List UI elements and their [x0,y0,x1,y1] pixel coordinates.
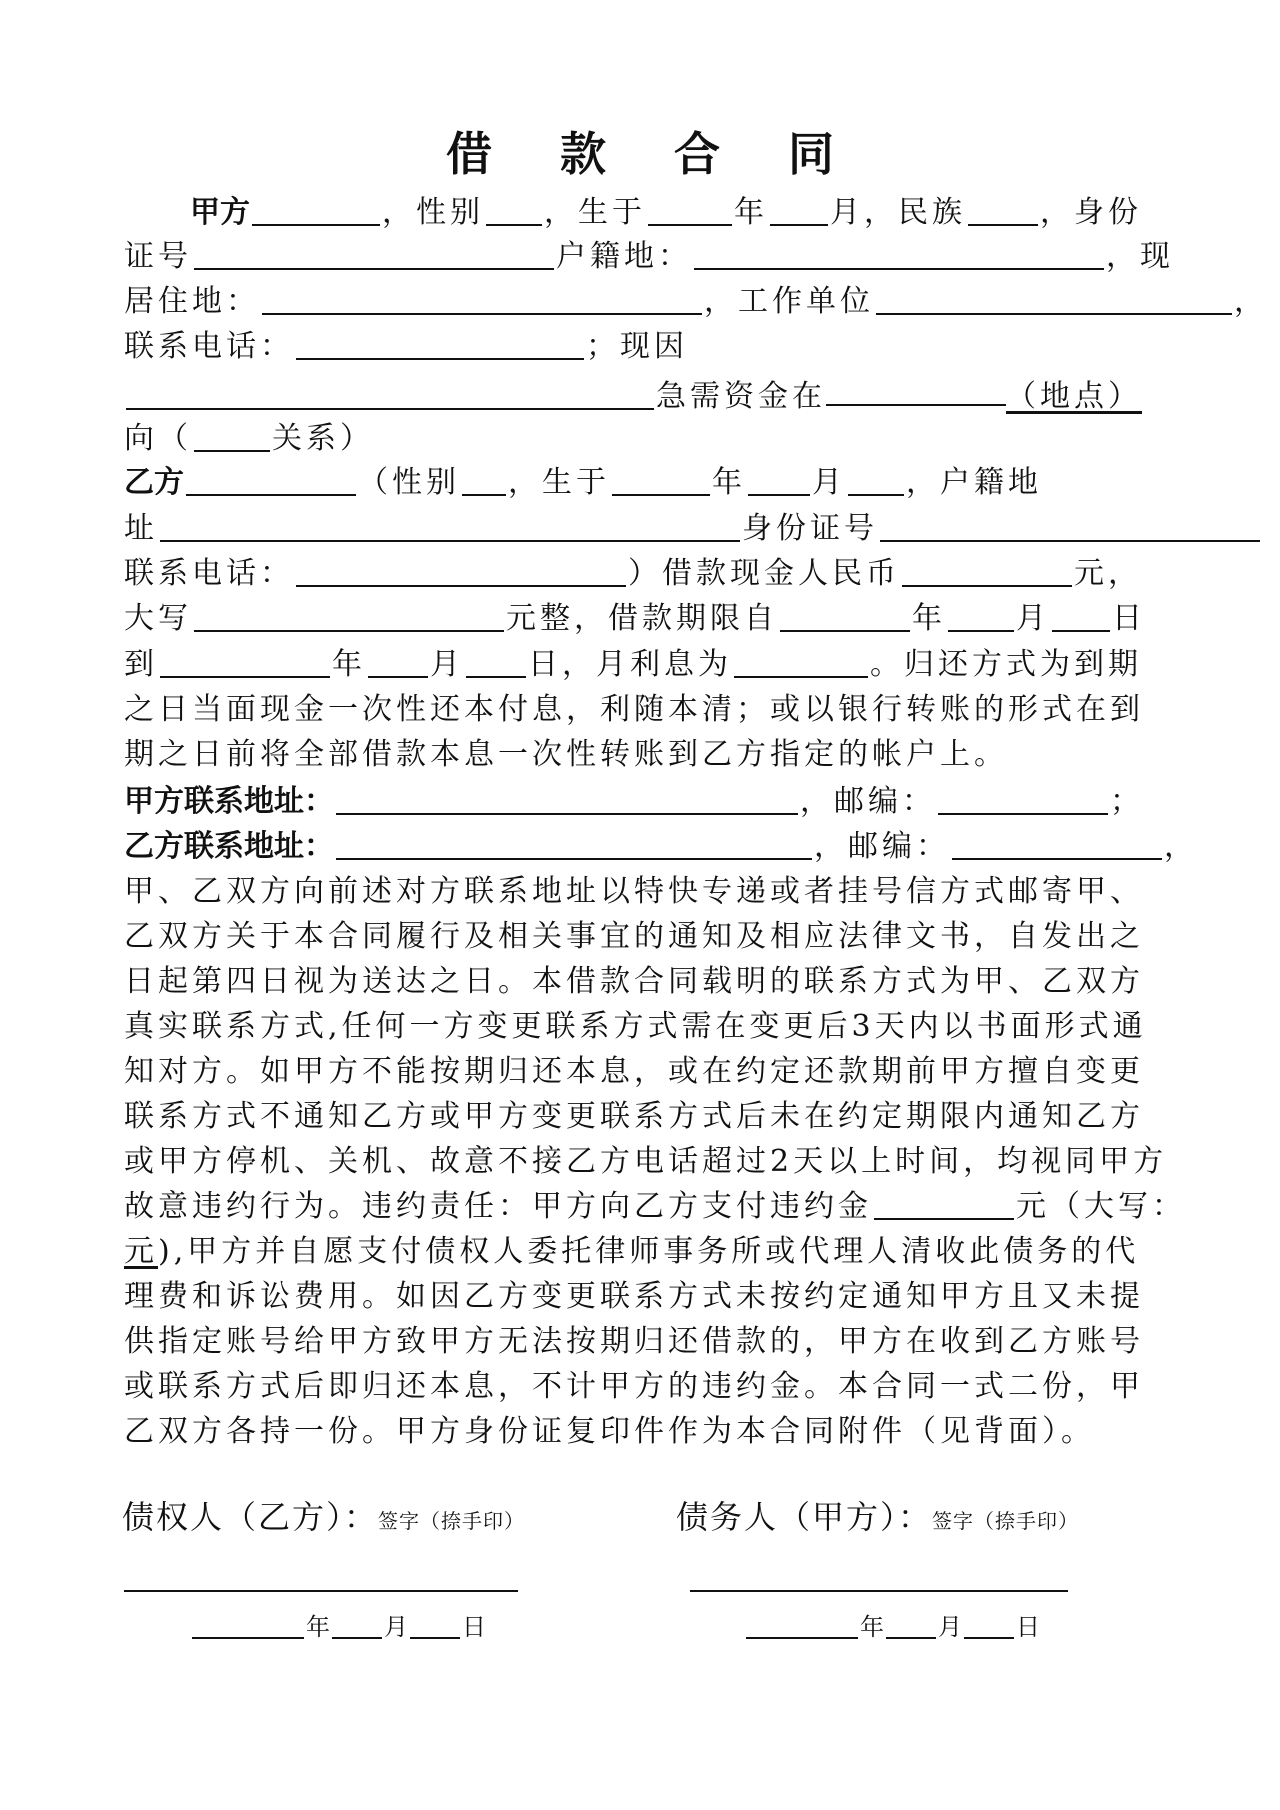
party-b-address-label: 乙方联系地址： [124,829,334,864]
debtor-month-blank[interactable] [886,1613,936,1639]
label-phone: 联系电话： [124,329,294,364]
party-a-birth-year-blank[interactable] [648,194,732,226]
body-line-12: 或联系方式后即归还本息，不计甲方的违约金。本合同一式二份，甲 [124,1369,1144,1404]
interest-blank[interactable] [734,646,868,678]
comma: ， [1164,829,1198,864]
label-capital: 大写 [124,601,192,636]
party-a-phone-blank[interactable] [296,328,584,360]
creditor-day-blank[interactable] [410,1613,460,1639]
label-hukou: ，户籍地 [906,465,1042,500]
term-end-year-blank[interactable] [160,646,330,678]
label-month-ethnic: 月 [812,465,846,500]
label-place: （地点） [1006,379,1142,414]
term-start-month-blank[interactable] [948,600,1014,632]
label-day: 日 [1112,601,1146,636]
debtor-year-blank[interactable] [746,1613,858,1639]
label-reason: ；现因 [586,329,688,364]
label-year: 年 [332,647,366,682]
label-hukou: 户籍地： [556,239,692,274]
party-a-gender-blank[interactable] [486,194,542,226]
label-born: ，生于 [508,465,610,500]
label-month: 月 [1016,601,1050,636]
label-address: 址 [124,511,158,546]
loan-amount-blank[interactable] [902,555,1072,587]
reason-blank[interactable] [126,378,654,410]
comma: ， [1234,284,1268,319]
body-line-9 [124,1231,1139,1273]
creditor-date: 年 月 日 [190,1612,486,1642]
party-a-address-line [124,781,1144,823]
label-id-pre: ，身份 [1040,195,1142,230]
party-a-postcode-blank[interactable] [938,783,1108,815]
party-b-name-blank[interactable] [186,464,356,496]
label-repay: 。归还方式为到期 [870,647,1142,682]
penalty-capital-unit: 元 [124,1234,158,1269]
label-loan: ）借款现金人民币 [628,556,900,591]
loan-line-1 [124,553,1142,595]
sign-note: 签字（捺手印） [932,1509,1080,1533]
party-a-line-2 [124,236,1174,278]
party-b-hukou-blank[interactable] [160,510,740,542]
party-a-id-blank[interactable] [194,238,554,270]
penalty-text: 故意违约行为。违约责任：甲方向乙方支付违约金 [124,1189,872,1224]
label-phone: 联系电话： [124,556,294,591]
party-a-hukou-blank[interactable] [694,238,1104,270]
creditor-signature-line[interactable] [124,1590,518,1592]
party-a-work-blank[interactable] [876,283,1232,315]
term-start-day-blank[interactable] [1052,600,1110,632]
body-line-10: 理费和诉讼费用。如因乙方变更联系方式未按约定通知甲方且又未提 [124,1279,1144,1314]
body-line-11: 供指定账号给甲方致甲方无法按期归还借款的，甲方在收到乙方账号 [124,1324,1144,1359]
debtor-signature-label: 债务人（甲方）：签字（捺手印） [676,1498,1080,1536]
party-b-ethnic-blank[interactable] [848,464,904,496]
label-residence: 居住地： [124,284,260,319]
creditor-month-blank[interactable] [332,1613,382,1639]
debtor-day-blank[interactable] [964,1613,1014,1639]
label-yuan: 元， [1074,556,1142,591]
party-a-line-4 [124,326,688,368]
term-start-year-blank[interactable] [780,600,910,632]
label-to: 向（ [124,421,192,456]
label-year: 年 [712,465,746,500]
party-b-address-blank[interactable] [336,828,812,860]
label-interest: 日，月利息为 [528,647,732,682]
label-postcode: ，邮编： [814,829,950,864]
party-b-line-1 [124,462,1042,504]
party-b-address-line [124,826,1198,868]
label-gender: （性别 [358,465,460,500]
term-end-day-blank[interactable] [466,646,526,678]
body-text: ),甲方并自愿支付债权人委托律师事务所或代理人清收此债务的代 [158,1234,1140,1269]
party-b-birth-month-blank[interactable] [748,464,810,496]
body-line-2: 乙双方关于本合同履行及相关事宜的通知及相应法律文书，自发出之 [124,919,1144,954]
label-gender: ，性别 [382,195,484,230]
label-id: 证号 [124,239,192,274]
party-a-address-label: 甲方联系地址： [124,784,334,819]
label-month-ethnic: 月，民族 [830,195,966,230]
party-a-line-5 [124,372,1142,414]
party-a-ethnic-blank[interactable] [968,194,1038,226]
label-month: 月 [430,647,464,682]
body-line-1: 甲、乙双方向前述对方联系地址以特快专递或者挂号信方式邮寄甲、 [124,874,1144,909]
party-b-label: 乙方 [124,465,184,500]
debtor-signature-line[interactable] [690,1590,1068,1592]
body-line-8 [124,1186,1186,1228]
sign-note: 签字（捺手印） [378,1509,526,1533]
party-b-phone-blank[interactable] [296,555,626,587]
party-b-birth-year-blank[interactable] [612,464,710,496]
party-a-line-6 [124,418,374,460]
label-capital: 元（大写： [1016,1189,1186,1224]
loan-line-2 [124,598,1146,640]
place-blank[interactable] [826,372,1006,406]
body-line-6: 联系方式不通知乙方或甲方变更联系方式后未在约定期限内通知乙方 [124,1099,1144,1134]
party-a-address-blank[interactable] [336,783,798,815]
body-line-7: 或甲方停机、关机、故意不接乙方电话超过2天以上时间，均视同甲方 [124,1144,1168,1179]
term-end-month-blank[interactable] [368,646,428,678]
party-b-id-blank[interactable] [880,510,1260,542]
creditor-signature-label: 债权人（乙方）：签字（捺手印） [122,1498,526,1536]
penalty-amount-blank[interactable] [874,1188,1014,1220]
label-id: 身份证号 [742,511,878,546]
party-a-label: 甲方 [190,195,250,230]
label-relation: 关系） [272,421,374,456]
label-work: ，工作单位 [704,284,874,319]
party-a-birth-month-blank[interactable] [770,194,828,226]
body-line-4: 真实联系方式,任何一方变更联系方式需在变更后3天内以书面形式通 [124,1009,1147,1044]
party-a-line-3 [124,281,1268,323]
creditor-year-blank[interactable] [192,1613,304,1639]
party-a-name-blank[interactable] [252,194,380,226]
page-title: 借 款 合 同 [445,127,861,181]
relation-blank[interactable] [194,420,270,452]
body-line-3: 日起第四日视为送达之日。本借款合同载明的联系方式为甲、乙双方 [124,964,1144,999]
debtor-date: 年 月 日 [744,1612,1040,1642]
party-b-gender-blank[interactable] [462,464,506,496]
label-postcode: ，邮编： [800,784,936,819]
party-a-residence-blank[interactable] [262,283,702,315]
body-line-13: 乙双方各持一份。甲方身份证复印件作为本合同附件（见背面）。 [124,1414,1095,1449]
label-term-from: 元整，借款期限自 [506,601,778,636]
loan-line-3 [124,644,1142,686]
body-line-5: 知对方。如甲方不能按期归还本息，或在约定还款期前甲方擅自变更 [124,1054,1144,1089]
label-year: 年 [912,601,946,636]
label-year: 年 [734,195,768,230]
terms-line-2: 期之日前将全部借款本息一次性转账到乙方指定的帐户上。 [124,737,1008,772]
label-born: ，生于 [544,195,646,230]
loan-capital-blank[interactable] [194,600,504,632]
label-current: ，现 [1106,239,1174,274]
label-urgent: 急需资金在 [656,379,826,414]
terms-line-1: 之日当面现金一次性还本付息，利随本清；或以银行转账的形式在到 [124,692,1144,727]
party-b-postcode-blank[interactable] [952,828,1162,860]
party-b-line-2 [124,508,1262,550]
party-a-line-1 [124,192,1142,234]
label-until: 到 [124,647,158,682]
semicolon: ； [1110,784,1144,819]
